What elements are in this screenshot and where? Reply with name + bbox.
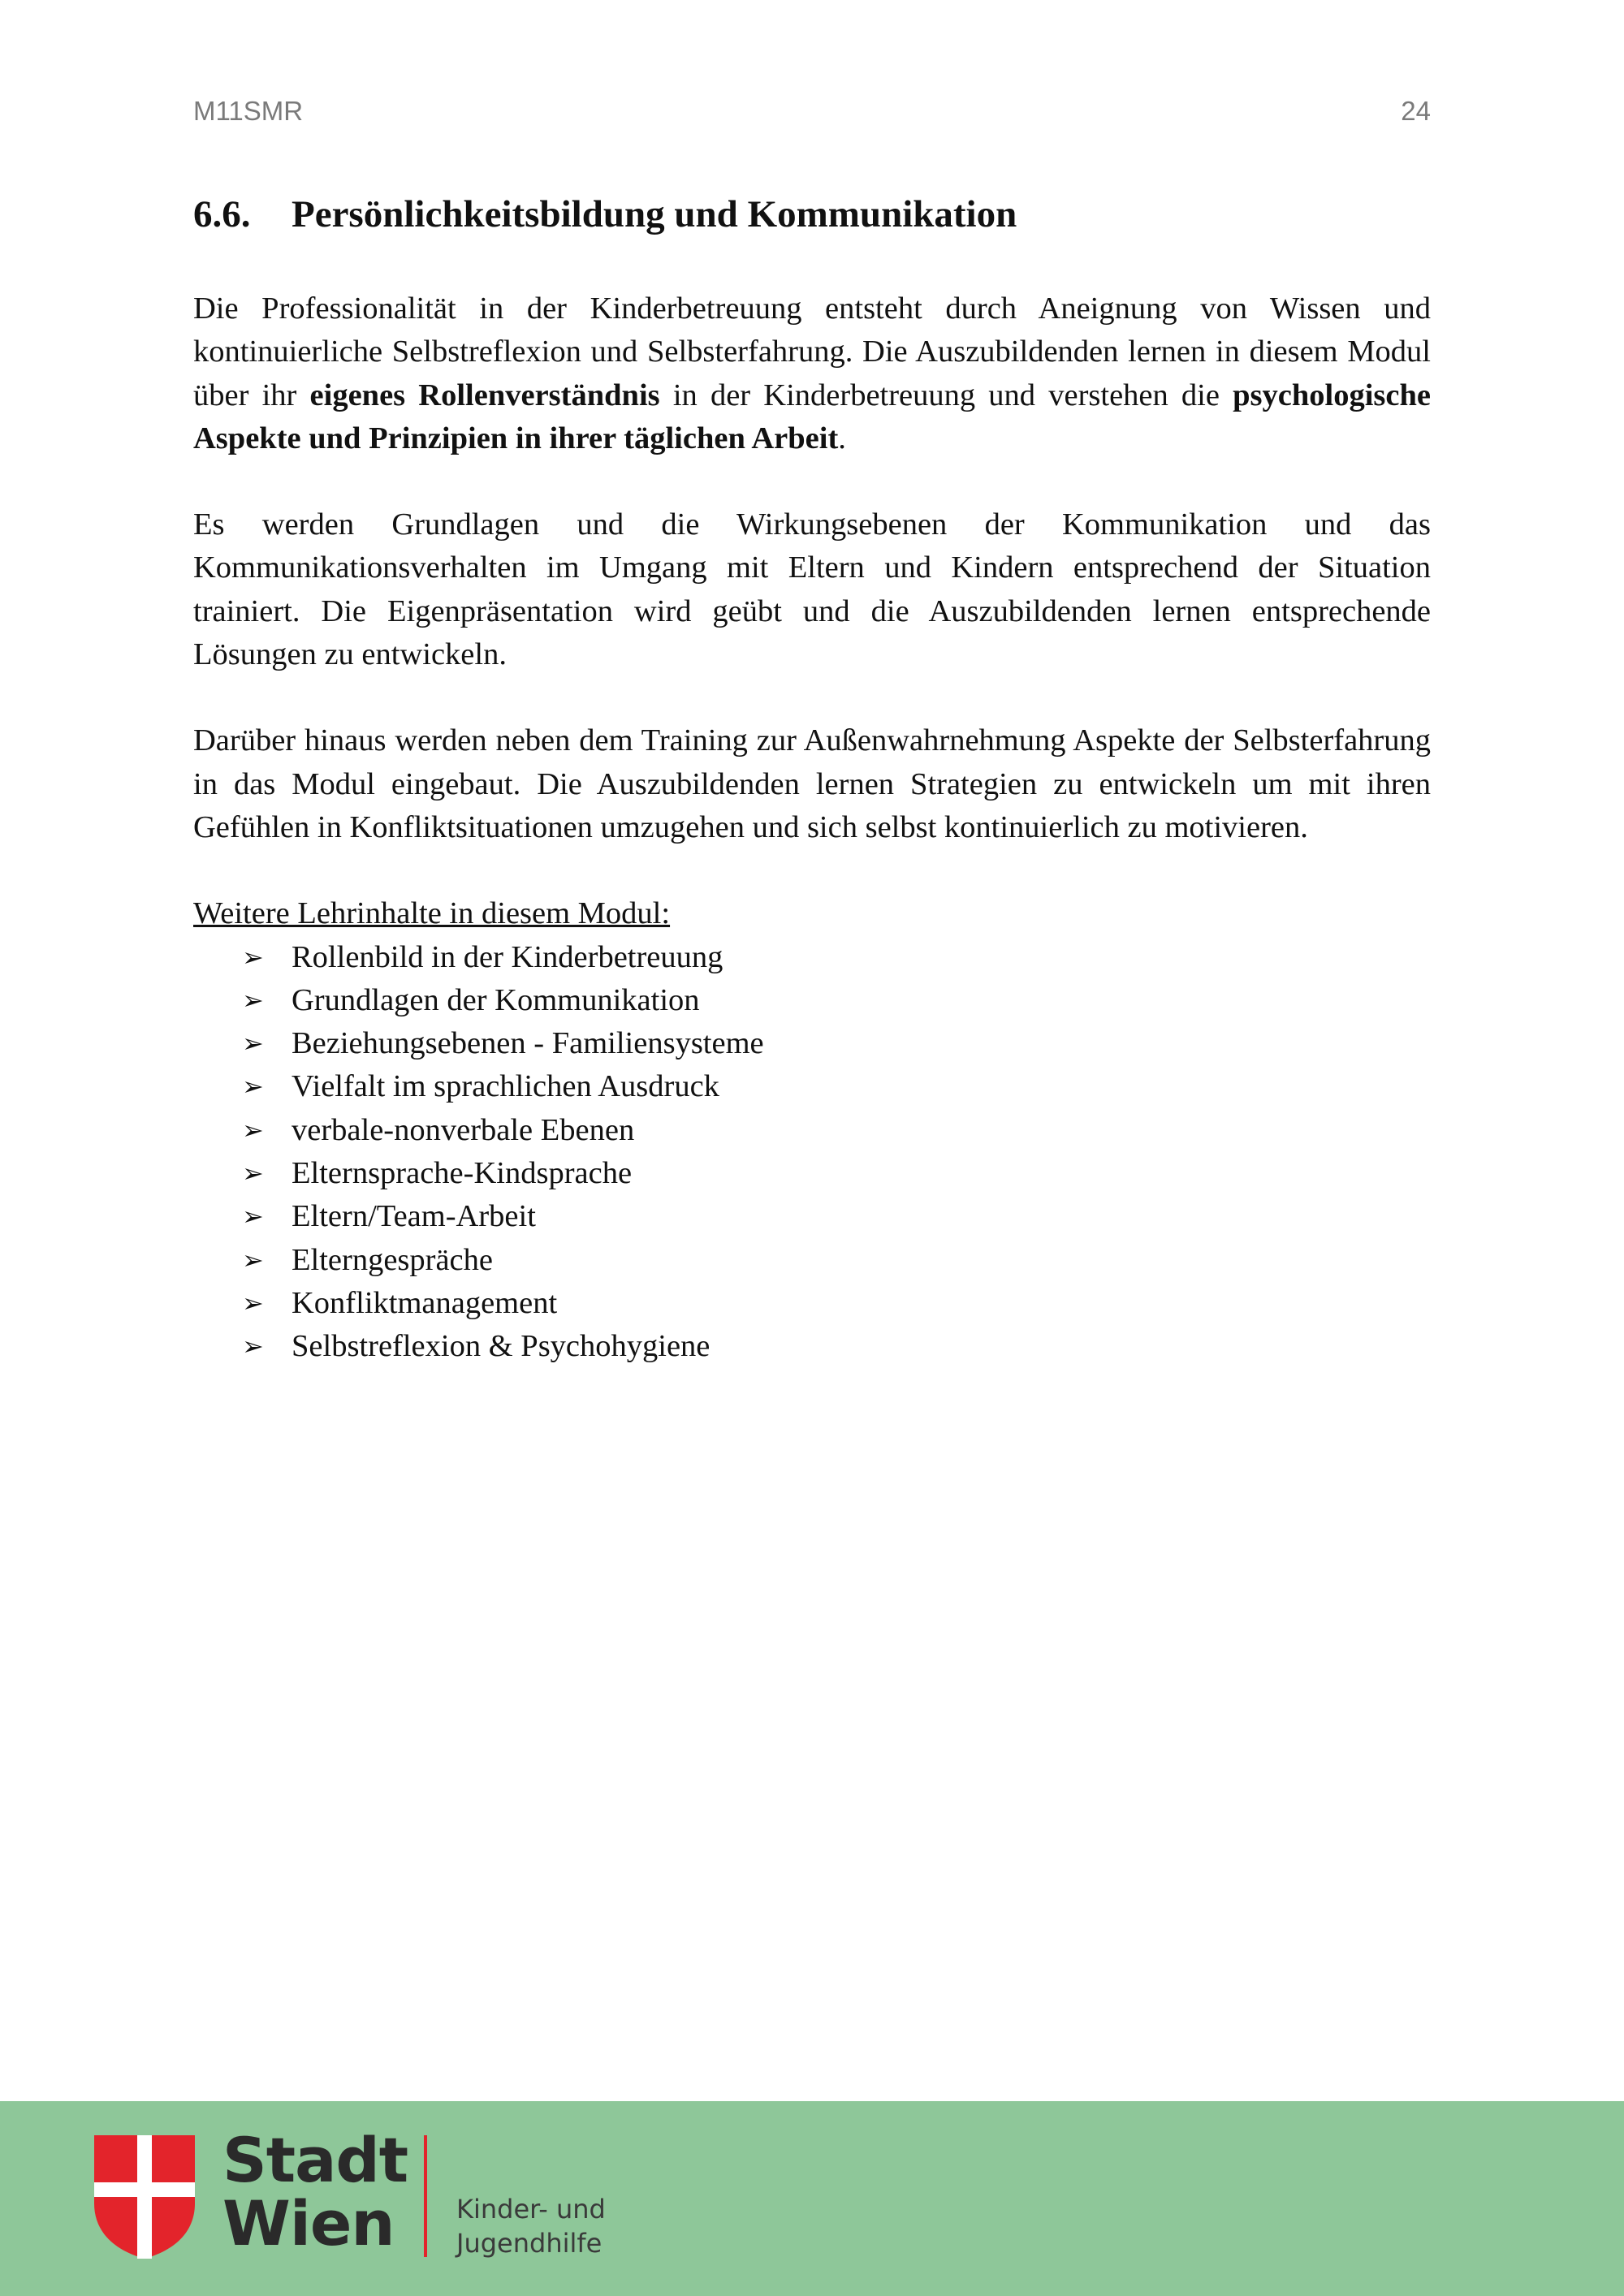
list-item-text: Beziehungsebenen - Familiensysteme [292,1026,764,1061]
page-number: 24 [1401,96,1431,126]
section-title: Persönlichkeitsbildung und Kommunikation [292,193,1017,235]
arrow-bullet-icon: ➢ [242,941,264,973]
arrow-bullet-icon: ➢ [242,1287,264,1318]
list-item [193,979,1431,1022]
list-item-text: Rollenbild in der Kinderbetreuung [292,939,723,974]
brand-line-2: Wien [222,2187,395,2259]
document-id: M11SMR [193,96,304,126]
list-item [193,1065,1431,1108]
topics-list-title: Weitere Lehrinhalte in diesem Modul: [193,896,671,931]
arrow-bullet-icon: ➢ [242,1071,264,1103]
paragraph-intro [193,287,1431,460]
paragraph-self-experience: Darüber hinaus werden neben dem Training zur Außenwahrnehmung Aspekte der Selbsterfahrung in das Modul eingebaut. Die Auszubildenden lernen Strategien zu entwickeln um mit ihren Gefühlen in Konfliktsituationen umzugehen und sich selbst kontinuierlich zu motivieren. [193,723,1431,844]
topics-list [193,936,1431,1369]
emphasis-text: eigenes Rollenverständnis [309,378,660,412]
brand-wordmark [222,2124,408,2259]
paragraph-communication: Es werden Grundlagen und die Wirkungsebenen der Kommunikation und das Kommunikationsverhalten im Umgang mit Eltern und Kindern entsprechend der Situation trainiert. Die Eigenpräsentation wird geübt und die Auszubildenden lernen entsprechende Lösungen zu entwickeln. [193,507,1431,672]
list-item [193,1282,1431,1325]
footer-band [0,2101,1624,2296]
arrow-bullet-icon: ➢ [242,1028,264,1060]
arrow-bullet-icon: ➢ [242,1158,264,1189]
list-item [193,1325,1431,1368]
arrow-bullet-icon: ➢ [242,1244,264,1275]
main-content [193,185,1431,1369]
paragraph-text: Die Professionalität in der Kinderbetreuung entsteht durch Aneignung von Wissen und kontinuierliche Selbstreflexion und Selbsterfahrung. Die Auszubildenden lernen in diesem Modul über ihr [193,291,1431,412]
list-item-text: Vielfalt im sprachlichen Ausdruck [292,1069,719,1104]
arrow-bullet-icon: ➢ [242,984,264,1016]
paragraph-text: . [838,421,846,455]
list-item [193,1152,1431,1195]
list-item-text: verbale-nonverbale Ebenen [292,1112,635,1147]
arrow-bullet-icon: ➢ [242,1114,264,1146]
brand-line-1: Stadt [222,2124,408,2196]
section-heading [193,185,1431,244]
brand-divider [424,2135,427,2257]
list-item-text: Grundlagen der Kommunikation [292,982,700,1017]
list-item-text: Eltern/Team-Arbeit [292,1199,536,1234]
arrow-bullet-icon: ➢ [242,1331,264,1362]
department-name [456,2192,606,2260]
list-item-text: Selbstreflexion & Psychohygiene [292,1329,710,1364]
vienna-crest-icon [94,2135,195,2259]
paragraph-text: in der Kinderbetreuung und verstehen die [659,378,1233,412]
department-line-1: Kinder- und [456,2194,606,2225]
list-item-text: Elterngespräche [292,1242,493,1277]
page-header [193,96,1431,136]
list-item-text: Elternsprache-Kindsprache [292,1156,633,1191]
emphasis-text: psychologische Aspekte und Prinzipien in ihrer täglichen Arbeit [193,378,1431,455]
list-item [193,1022,1431,1065]
department-line-2: Jugendhilfe [456,2228,603,2259]
list-item-text: Konfliktmanagement [292,1285,558,1320]
arrow-bullet-icon: ➢ [242,1201,264,1232]
list-item [193,1239,1431,1282]
list-item [193,1109,1431,1152]
section-number: 6.6. [193,193,251,235]
list-item [193,936,1431,979]
list-item [193,1195,1431,1238]
